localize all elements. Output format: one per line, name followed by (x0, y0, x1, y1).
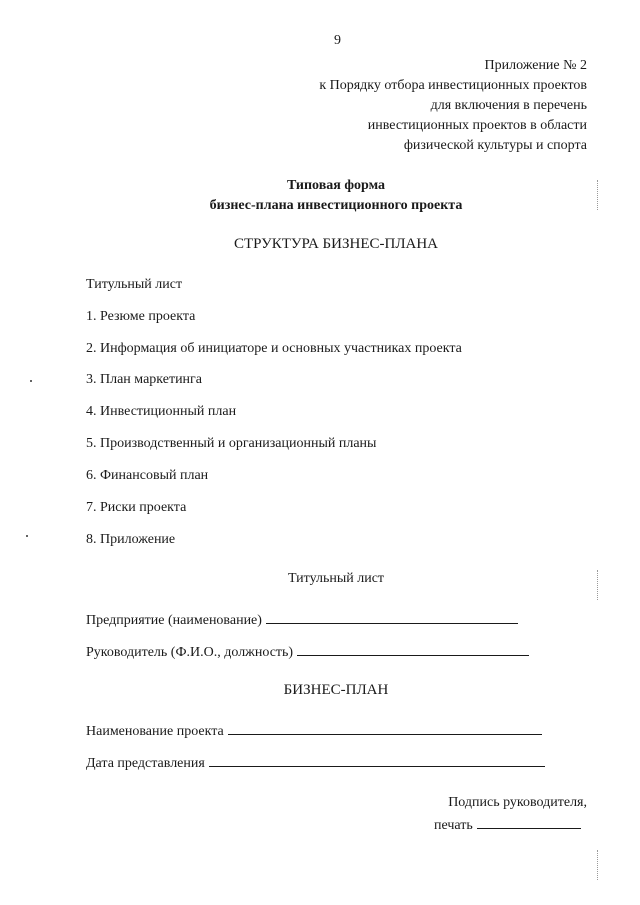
toc-item: 2. Информация об инициаторе и основных участниках проекта (86, 341, 462, 356)
scan-edge-mark (597, 180, 599, 210)
signature-line-1: Подпись руководителя, (448, 795, 587, 810)
toc-item: 5. Производственный и организационный планы (86, 436, 377, 451)
submission-date-field (86, 753, 545, 772)
submission-date-blank-line (209, 753, 545, 767)
project-name-blank-line (228, 721, 542, 735)
director-field (86, 642, 529, 661)
toc-item: 4. Инвестиционный план (86, 404, 237, 419)
toc-item: 3. План маркетинга (86, 372, 203, 387)
director-label: Руководитель (Ф.И.О., должность) (86, 645, 294, 660)
enterprise-blank-line (266, 610, 518, 624)
scan-speck (26, 535, 28, 537)
project-name-field (86, 721, 542, 740)
business-plan-heading: БИЗНЕС-ПЛАН (283, 682, 389, 698)
enterprise-label: Предприятие (наименование) (86, 613, 262, 628)
form-title-line-1: Типовая форма (286, 178, 386, 193)
stamp-label: печать (434, 818, 473, 833)
director-blank-line (297, 642, 529, 656)
project-name-label: Наименование проекта (86, 724, 224, 739)
enterprise-field (86, 610, 518, 629)
appendix-line-1: Приложение № 2 (484, 58, 587, 73)
structure-heading: СТРУКТУРА БИЗНЕС-ПЛАНА (233, 236, 438, 252)
appendix-line-2: к Порядку отбора инвестиционных проектов (319, 78, 587, 93)
page-number: 9 (334, 33, 341, 48)
toc-item: 8. Приложение (86, 532, 176, 547)
signature-blank-line (477, 815, 581, 829)
form-title-line-2: бизнес-плана инвестиционного проекта (209, 198, 463, 213)
appendix-line-5: физической культуры и спорта (403, 138, 587, 153)
submission-date-label: Дата представления (86, 756, 205, 771)
scan-edge-mark (597, 850, 599, 880)
title-page-heading: Титульный лист (287, 571, 385, 586)
toc-item: 1. Резюме проекта (86, 309, 196, 324)
toc-item: Титульный лист (86, 277, 183, 292)
toc-item: 6. Финансовый план (86, 468, 209, 483)
scan-edge-mark (597, 570, 599, 600)
appendix-line-4: инвестиционных проектов в области (367, 118, 587, 133)
toc-item: 7. Риски проекта (86, 500, 187, 515)
scan-speck (30, 380, 32, 382)
signature-line-2 (434, 815, 581, 834)
appendix-line-3: для включения в перечень (430, 98, 587, 113)
